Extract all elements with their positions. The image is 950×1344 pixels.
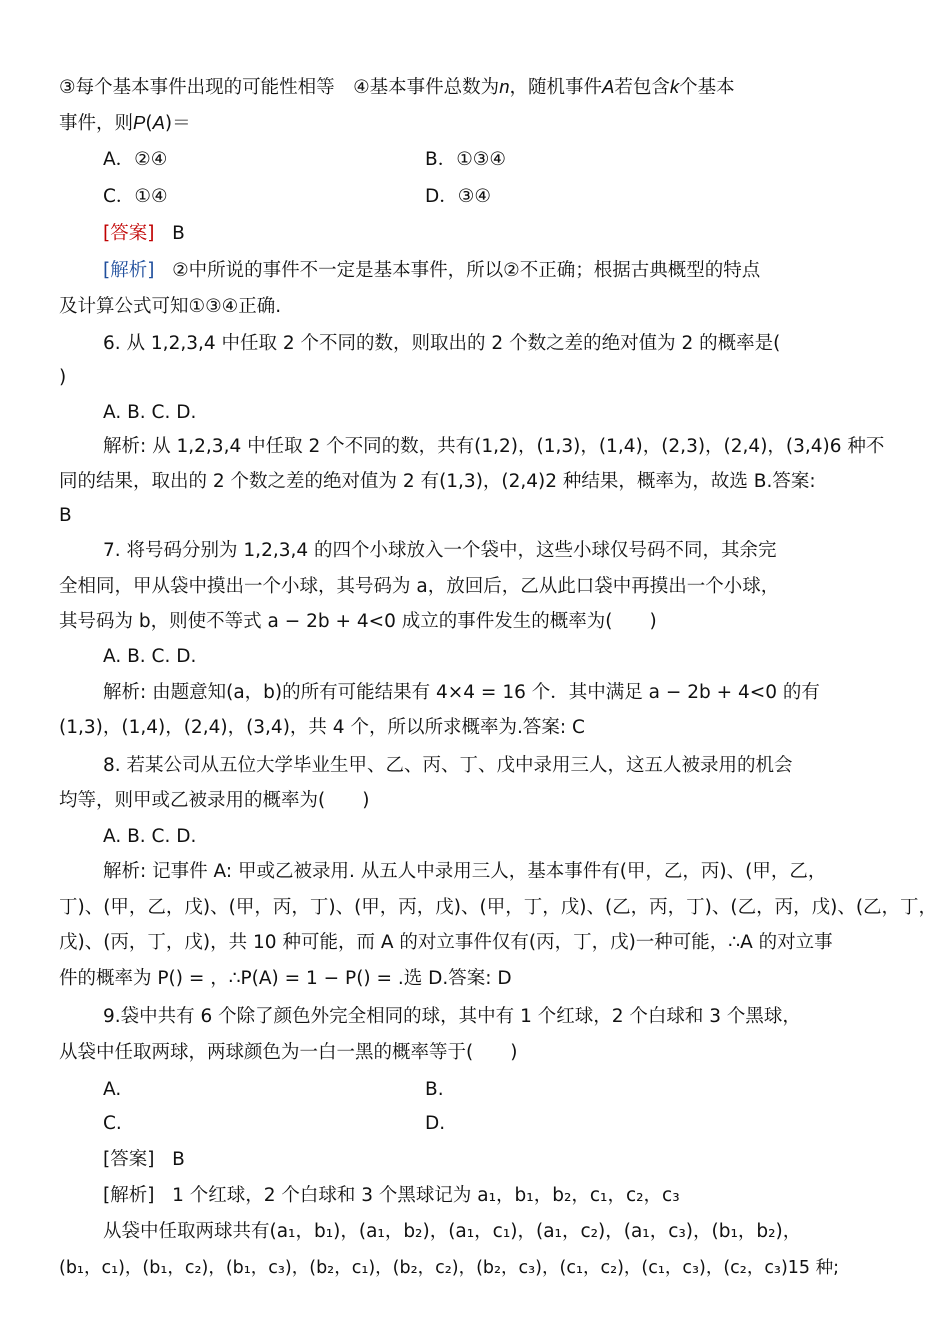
- q5-option-d: D．③④: [425, 186, 491, 207]
- q6-analysis-line1: 解析: 从 1,2,3,4 中任取 2 个不同的数，共有(1,2)，(1,3)，(1,4)，(2,3)，(2,4)，(3,4)6 种不: [103, 436, 885, 457]
- q6-options: A. B. C. D.: [103, 402, 197, 423]
- q9-analysis-line3: (b₁，c₁)，(b₁，c₂)，(b₁，c₃)，(b₂，c₁)，(b₂，c₂)，(b₂，c₃)，(c₁，c₂)，(c₁，c₃)，(c₂，c₃)15 种;: [59, 1258, 840, 1278]
- q8-analysis-line2: 丁)、(甲，乙，戊)、(甲，丙，丁)、(甲，丙，戊)、(甲，丁，戊)、(乙，丙，丁)、(乙，丙，戊)、(乙，丁，: [59, 897, 938, 918]
- q7-stem-line2: 全相同，甲从袋中摸出一个小球，其号码为 a，放回后，乙从此口袋中再摸出一个小球，: [59, 576, 780, 597]
- q8-analysis-line1: 解析: 记事件 A: 甲或乙被录用. 从五人中录用三人，基本事件有(甲，乙，丙)、(甲，乙，: [103, 861, 827, 882]
- q8-stem-line1: 8. 若某公司从五位大学毕业生甲、乙、丙、丁、戊中录用三人，这五人被录用的机会: [103, 755, 793, 776]
- q8-analysis-line4: 件的概率为 P() = ，∴P(A) = 1 − P() = .选 D.答案: D: [59, 968, 512, 989]
- q9-answer: [103, 1147, 185, 1173]
- q5-stem-line2: 事件，则P(A)＝: [59, 112, 191, 134]
- q8-analysis-line3: 戊)、(丙，丁，戊)，共 10 种可能，而 A 的对立事件仅有(丙，丁，戊)一种可能，∴A 的对立事: [59, 932, 833, 953]
- q7-stem-line3: 其号码为 b，则使不等式 a − 2b + 4<0 成立的事件发生的概率为( ): [59, 611, 657, 632]
- q7-analysis-line2: (1,3)，(1,4)，(2,4)，(3,4)，共 4 个，所以所求概率为.答案: C: [59, 717, 585, 738]
- q6-analysis-line2: 同的结果，取出的 2 个数之差的绝对值为 2 有(1,3)，(2,4)2 种结果，概率为，故选 B.答案:: [59, 471, 816, 492]
- q9-option-c: C.: [103, 1113, 122, 1134]
- q5-analysis-line2: 及计算公式可知①③④正确.: [59, 296, 282, 317]
- q9-answer-value: B: [172, 1149, 185, 1170]
- q9-analysis-line1: [解析] 1 个红球，2 个白球和 3 个黑球记为 a₁，b₁，b₂，c₁，c₂，c₃: [103, 1185, 680, 1206]
- q9-stem-line2: 从袋中任取两球，两球颜色为一白一黑的概率等于( ): [59, 1042, 518, 1063]
- q9-answer-label: [答案]: [103, 1149, 155, 1170]
- q9-option-b: B.: [425, 1079, 444, 1100]
- q9-option-a: A.: [103, 1079, 122, 1100]
- q9-analysis-label: [解析]: [103, 1185, 155, 1206]
- q7-stem-line1: 7. 将号码分别为 1,2,3,4 的四个小球放入一个袋中，这些小球仅号码不同，其余完: [103, 540, 777, 561]
- q5-answer: [103, 221, 185, 247]
- q7-options: A. B. C. D.: [103, 646, 197, 667]
- q5-option-c: C．①④: [103, 186, 168, 207]
- q5-stem-line1: ③每个基本事件出现的可能性相等 ④基本事件总数为n，随机事件A若包含k个基本: [59, 76, 735, 98]
- q5-analysis-label: [解析]: [103, 260, 155, 281]
- q5-analysis-line1: [解析] ②中所说的事件不一定是基本事件，所以②不正确；根据古典概型的特点: [103, 260, 761, 281]
- q5-answer-value: B: [172, 223, 185, 244]
- q5-answer-label: [答案]: [103, 223, 155, 244]
- q6-analysis-line3: B: [59, 505, 72, 526]
- q6-stem-line1: 6. 从 1,2,3,4 中任取 2 个不同的数，则取出的 2 个数之差的绝对值为 2 的概率是(: [103, 333, 781, 354]
- q9-analysis-line2: 从袋中任取两球共有(a₁，b₁)，(a₁，b₂)，(a₁，c₁)，(a₁，c₂)，(a₁，c₃)，(b₁，b₂)，: [103, 1221, 802, 1242]
- q7-analysis-line1: 解析: 由题意知(a，b)的所有可能结果有 4×4 = 16 个．其中满足 a − 2b + 4<0 的有: [103, 682, 820, 703]
- q5-option-b: B．①③④: [425, 149, 506, 170]
- q8-options: A. B. C. D.: [103, 826, 197, 847]
- q9-stem-line1: 9.袋中共有 6 个除了颜色外完全相同的球，其中有 1 个红球，2 个白球和 3 个黑球，: [103, 1006, 801, 1027]
- q5-option-a: A．②④: [103, 149, 168, 170]
- q9-option-d: D.: [425, 1113, 446, 1134]
- q6-stem-line2: ): [59, 367, 67, 388]
- q8-stem-line2: 均等，则甲或乙被录用的概率为( ): [59, 790, 370, 811]
